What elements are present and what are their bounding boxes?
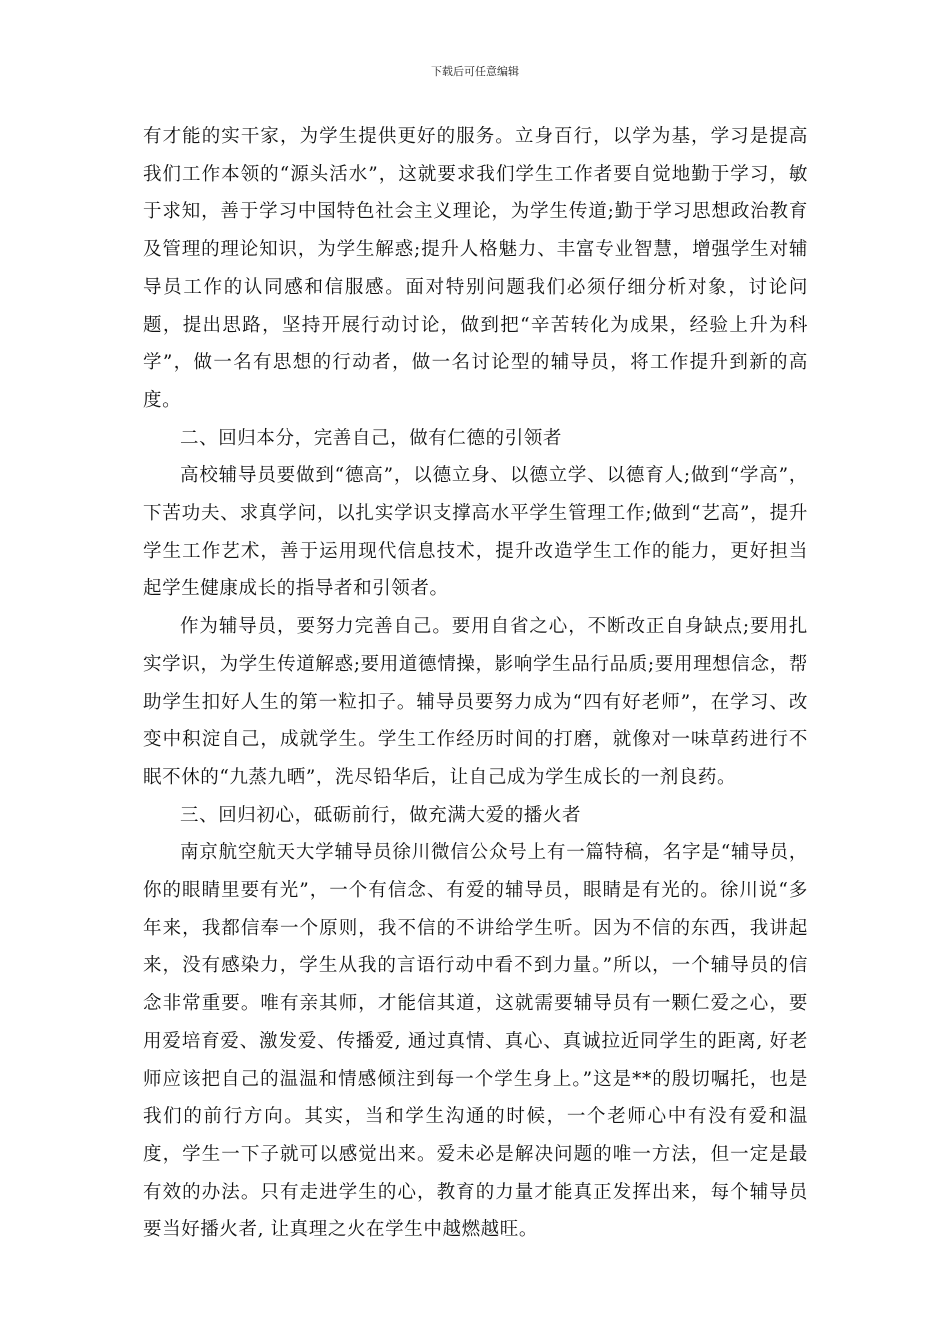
section-heading-3: 三、回归初心，砥砺前行，做充满大爱的播火者 bbox=[180, 804, 582, 826]
paragraph-virtue: 高校辅导员要做到“德高”，以德立身、以德立学、以德育人;做到“学高”，下苦功夫、求真学问，以扎实学识支撑高水平学生管理工作;做到“艺高”，提升学生工作艺术，善于运用现代信息技术，提升改造学生工作的能力，更好担当起学生健康成长的指导者和引领者。 bbox=[143, 465, 808, 600]
document-body bbox=[143, 118, 808, 1249]
paragraph-continuation: 有才能的实干家，为学生提供更好的服务。立身百行，以学为基，学习是提高我们工作本领的“源头活水”，这就要求我们学生工作者要自觉地勤于学习，敏于求知，善于学习中国特色社会主义理论，为学生传道;勤于学习思想政治教育及管理的理论知识，为学生解惑;提升人格魅力、丰富专业智慧，增强学生对辅导员工作的认同感和信服感。面对特别问题我们必须仔细分析对象，讨论问题，提出思路，坚持开展行动讨论，做到把“辛苦转化为成果，经验上升为科学”，做一名有思想的行动者，做一名讨论型的辅导员，将工作提升到新的高度。 bbox=[143, 126, 808, 411]
page-header: 下载后可任意编辑 bbox=[431, 65, 519, 78]
paragraph-self-improvement: 作为辅导员，要努力完善自己。要用自省之心，不断改正自身缺点;要用扎实学识，为学生传道解惑;要用道德情操，影响学生品行品质;要用理想信念，帮助学生扣好人生的第一粒扣子。辅导员要努力成为“四有好老师”，在学习、改变中积淀自己，成就学生。学生工作经历时间的打磨，就像对一味草药进行不眠不休的“九蒸九晒”，洗尽铅华后，让自己成为学生成长的一剂良药。 bbox=[143, 616, 808, 788]
paragraph-torchbearer: 南京航空航天大学辅导员徐川微信公众号上有一篇特稿，名字是“辅导员，你的眼睛里要有光”，一个有信念、有爱的辅导员，眼睛是有光的。徐川说“多年来，我都信奉一个原则，我不信的不讲给学生听。因为不信的东西，我讲起来，没有感染力，学生从我的言语行动中看不到力量。”所以，一个辅导员的信念非常重要。唯有亲其师，才能信其道，这就需要辅导员有一颗仁爱之心，要用爱培育爱、激发爱、传播爱, 通过真情、真心、真诚拉近同学生的距离, 好老师应该把自己的温温和情感倾注到每一个学生身上。”这是**的殷切嘱托，也是我们的前行方向。其实，当和学生沟通的时候，一个老师心中有没有爱和温度，学生一下子就可以感觉出来。爱未必是解决问题的唯一方法，但一定是最有效的办法。只有走进学生的心，教育的力量才能真正发挥出来，每个辅导员要当好播火者, 让真理之火在学生中越燃越旺。 bbox=[143, 842, 808, 1241]
section-heading-2: 二、回归本分，完善自己，做有仁德的引领者 bbox=[180, 427, 563, 449]
